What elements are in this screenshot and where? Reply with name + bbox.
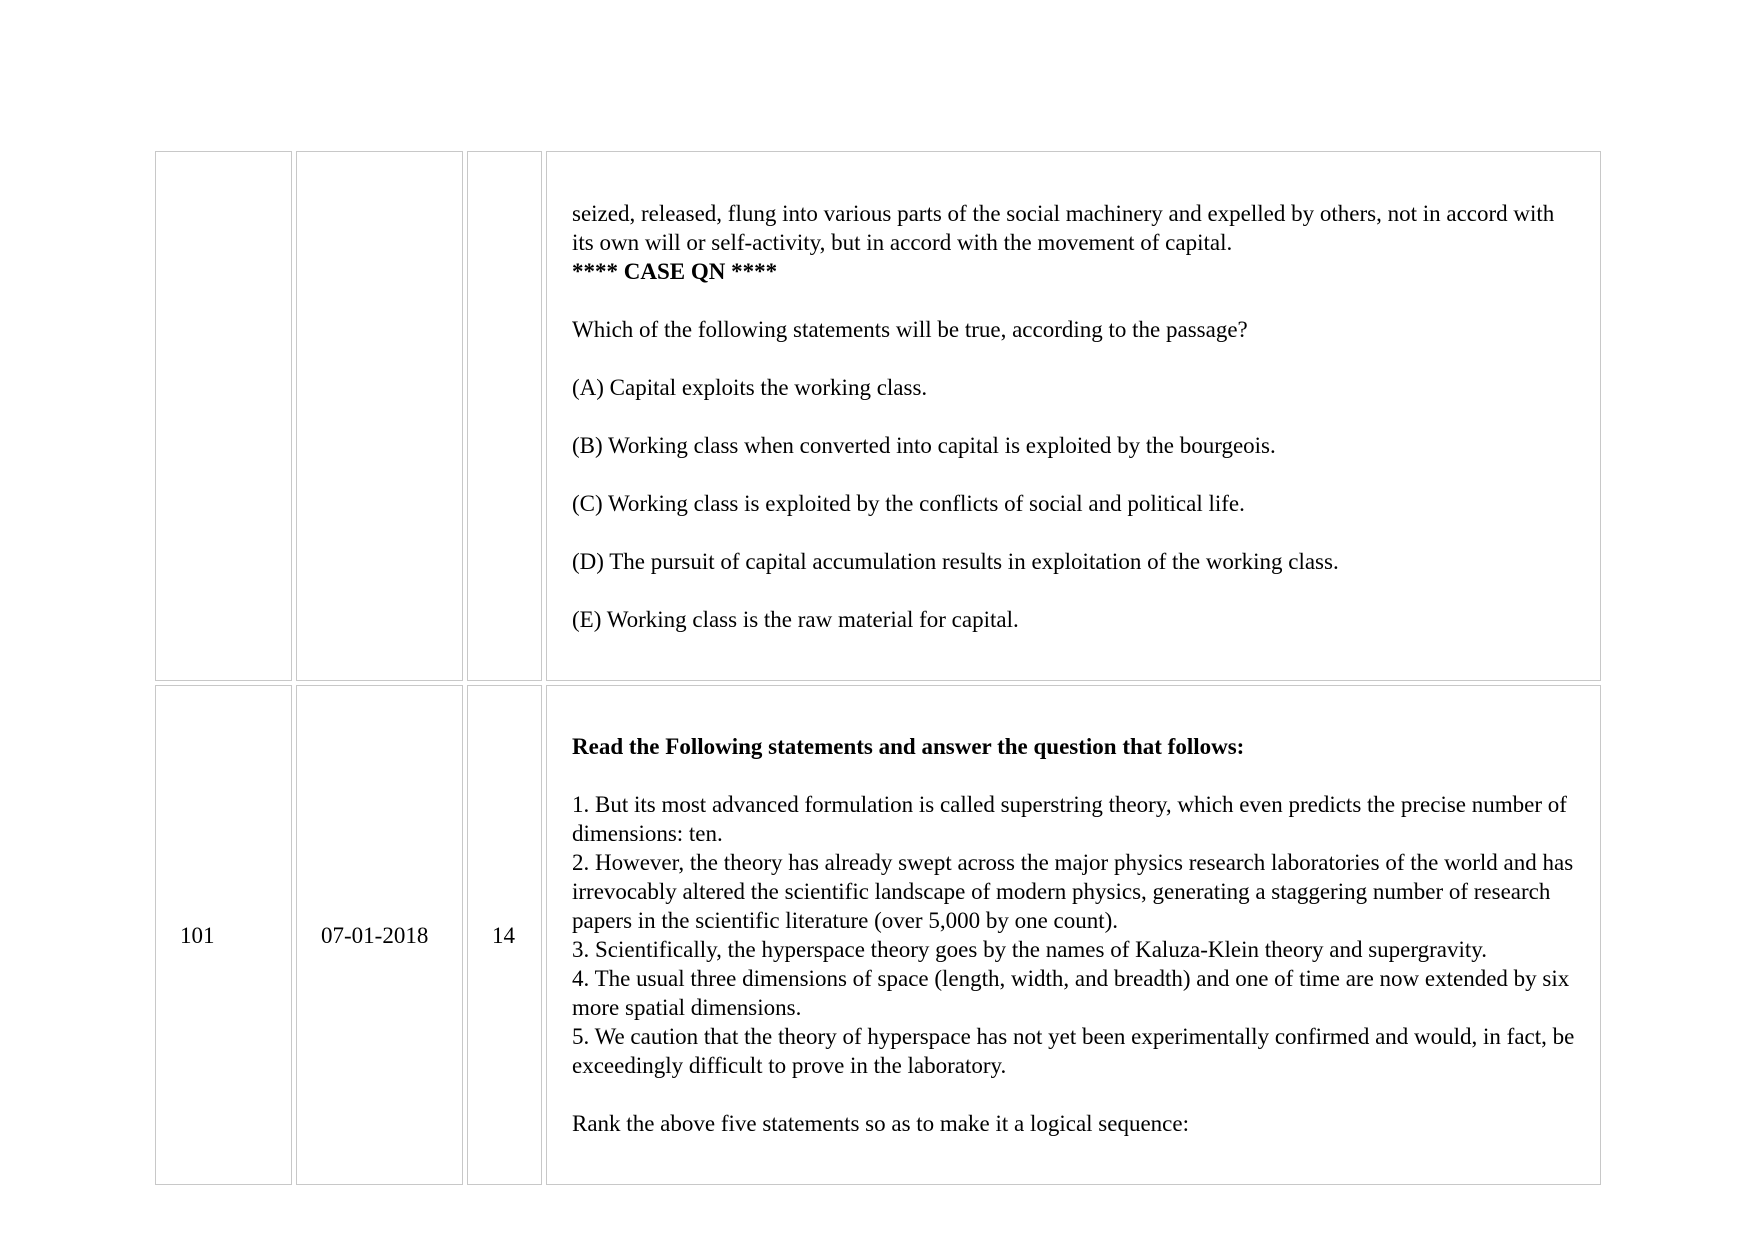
- question-text: Which of the following statements will be true, according to the passage?: [572, 316, 1248, 342]
- statement-1: 1. But its most advanced formulation is called superstring theory, which even predicts the precise number of dimensions: ten.: [572, 792, 1567, 846]
- statement-4: 4. The usual three dimensions of space (length, width, and breadth) and one of time are now extended by six more spatial dimensions.: [572, 966, 1570, 1020]
- option-e: (E) Working class is the raw material for capital.: [572, 606, 1019, 632]
- table-row: [155, 151, 1601, 681]
- question-date: 07-01-2018: [321, 922, 429, 948]
- option-c: (C) Working class is exploited by the conflicts of social and political life.: [572, 490, 1245, 516]
- question-marks-cell: [467, 151, 542, 681]
- question-date-cell: [296, 685, 463, 1185]
- question-content-cell: [546, 151, 1601, 681]
- question-id: 101: [180, 922, 215, 948]
- passage-text: seized, released, flung into various parts of the social machinery and expelled by others, not in accord with its own will or self-activity, but in accord with the movement of capital.: [572, 200, 1555, 255]
- option-a: (A) Capital exploits the working class.: [572, 374, 928, 400]
- case-heading: **** CASE QN ****: [572, 258, 778, 284]
- question-table: [151, 147, 1605, 1189]
- statement-2: 2. However, the theory has already swept across the major physics research laboratories of the world and has irrevocably altered the scientific landscape of modern physics, generating a staggering number of research papers in the scientific literature (over 5,000 by one count).: [572, 850, 1574, 933]
- question-heading: Read the Following statements and answer the question that follows:: [572, 734, 1245, 759]
- question-table-container: [155, 151, 1609, 1185]
- statement-5: 5. We caution that the theory of hyperspace has not yet been experimentally confirmed and would, in fact, be exceedingly difficult to prove in the laboratory.: [572, 1024, 1575, 1078]
- question-marks-cell: [467, 685, 542, 1185]
- instruction-text: Rank the above five statements so as to make it a logical sequence:: [572, 1111, 1189, 1136]
- question-content-cell: [546, 685, 1601, 1185]
- option-d: (D) The pursuit of capital accumulation results in exploitation of the working class.: [572, 548, 1339, 574]
- question-date-cell: [296, 151, 463, 681]
- question-id-cell: [155, 151, 292, 681]
- question-id-cell: [155, 685, 292, 1185]
- statement-3: 3. Scientifically, the hyperspace theory goes by the names of Kaluza-Klein theory and supergravity.: [572, 937, 1488, 962]
- table-row: [155, 685, 1601, 1185]
- question-marks: 14: [492, 922, 515, 948]
- option-b: (B) Working class when converted into capital is exploited by the bourgeois.: [572, 432, 1276, 458]
